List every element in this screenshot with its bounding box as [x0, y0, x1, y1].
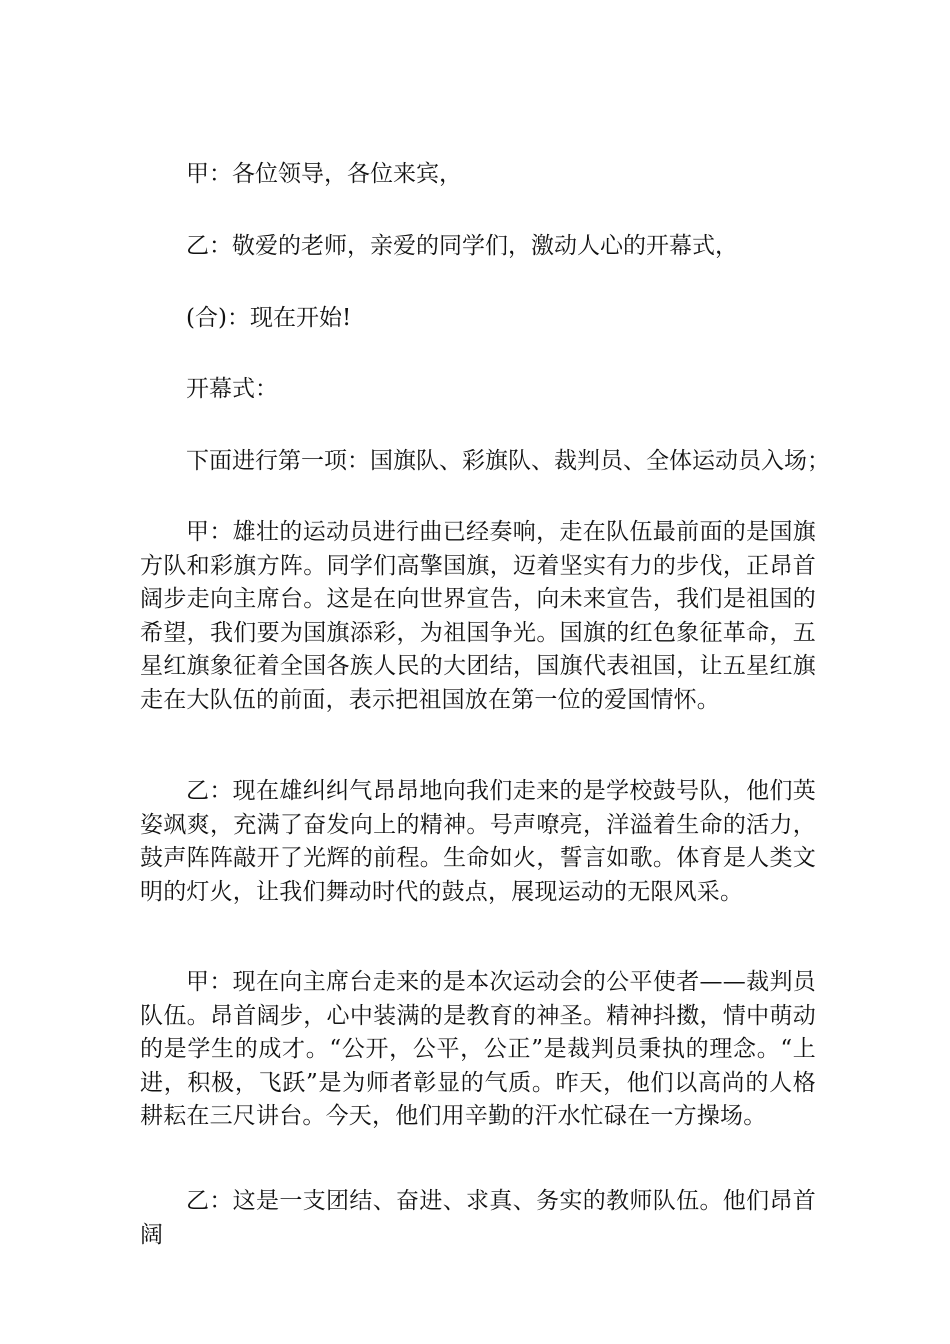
- line-opening-heading: 开幕式：: [186, 376, 278, 402]
- paragraph-teachers: 乙：这是一支团结、奋进、求真、务实的教师队伍。他们昂首阔: [140, 1188, 816, 1248]
- line-greeting-jia: 甲：各位领导，各位来宾，: [186, 161, 462, 187]
- paragraph-flag-team: 甲：雄壮的运动员进行曲已经奏响，走在队伍最前面的是国旗方队和彩旗方阵。同学们高擎国旗，迈着坚实有力的步伐，正昂首阔步走向主席台。这是在向世界宣告，向未来宣告，我们是祖国的希望，我们要为国旗添彩，为祖国争光。国旗的红色象征革命，五星红旗象征着全国各族人民的大团结，国旗代表祖国，让五星红旗走在大队伍的前面，表示把祖国放在第一位的爱国情怀。: [140, 519, 816, 713]
- paragraph-referees: 甲：现在向主席台走来的是本次运动会的公平使者——裁判员队伍。昂首阔步，心中装满的是教育的神圣。精神抖擞，情中萌动的是学生的成才。“公开，公平，公正”是裁判员秉执的理念。“上进，积极，飞跃”是为师者彰显的气质。昨天，他们以高尚的人格耕耘在三尺讲台。今天，他们用辛勤的汗水忙碌在一方操场。: [140, 969, 816, 1129]
- line-greeting-yi: 乙：敬爱的老师，亲爱的同学们，激动人心的开幕式，: [186, 233, 738, 259]
- paragraph-drum-team: 乙：现在雄纠纠气昂昂地向我们走来的是学校鼓号队，他们英姿飒爽，充满了奋发向上的精神。号声嘹亮，洋溢着生命的活力，鼓声阵阵敲开了光辉的前程。生命如火，誓言如歌。体育是人类文明的灯火，让我们舞动时代的鼓点，展现运动的无限风采。: [140, 778, 816, 905]
- line-together: (合)：现在开始!: [186, 305, 352, 331]
- line-first-item: 下面进行第一项：国旗队、彩旗队、裁判员、全体运动员入场；: [186, 448, 830, 474]
